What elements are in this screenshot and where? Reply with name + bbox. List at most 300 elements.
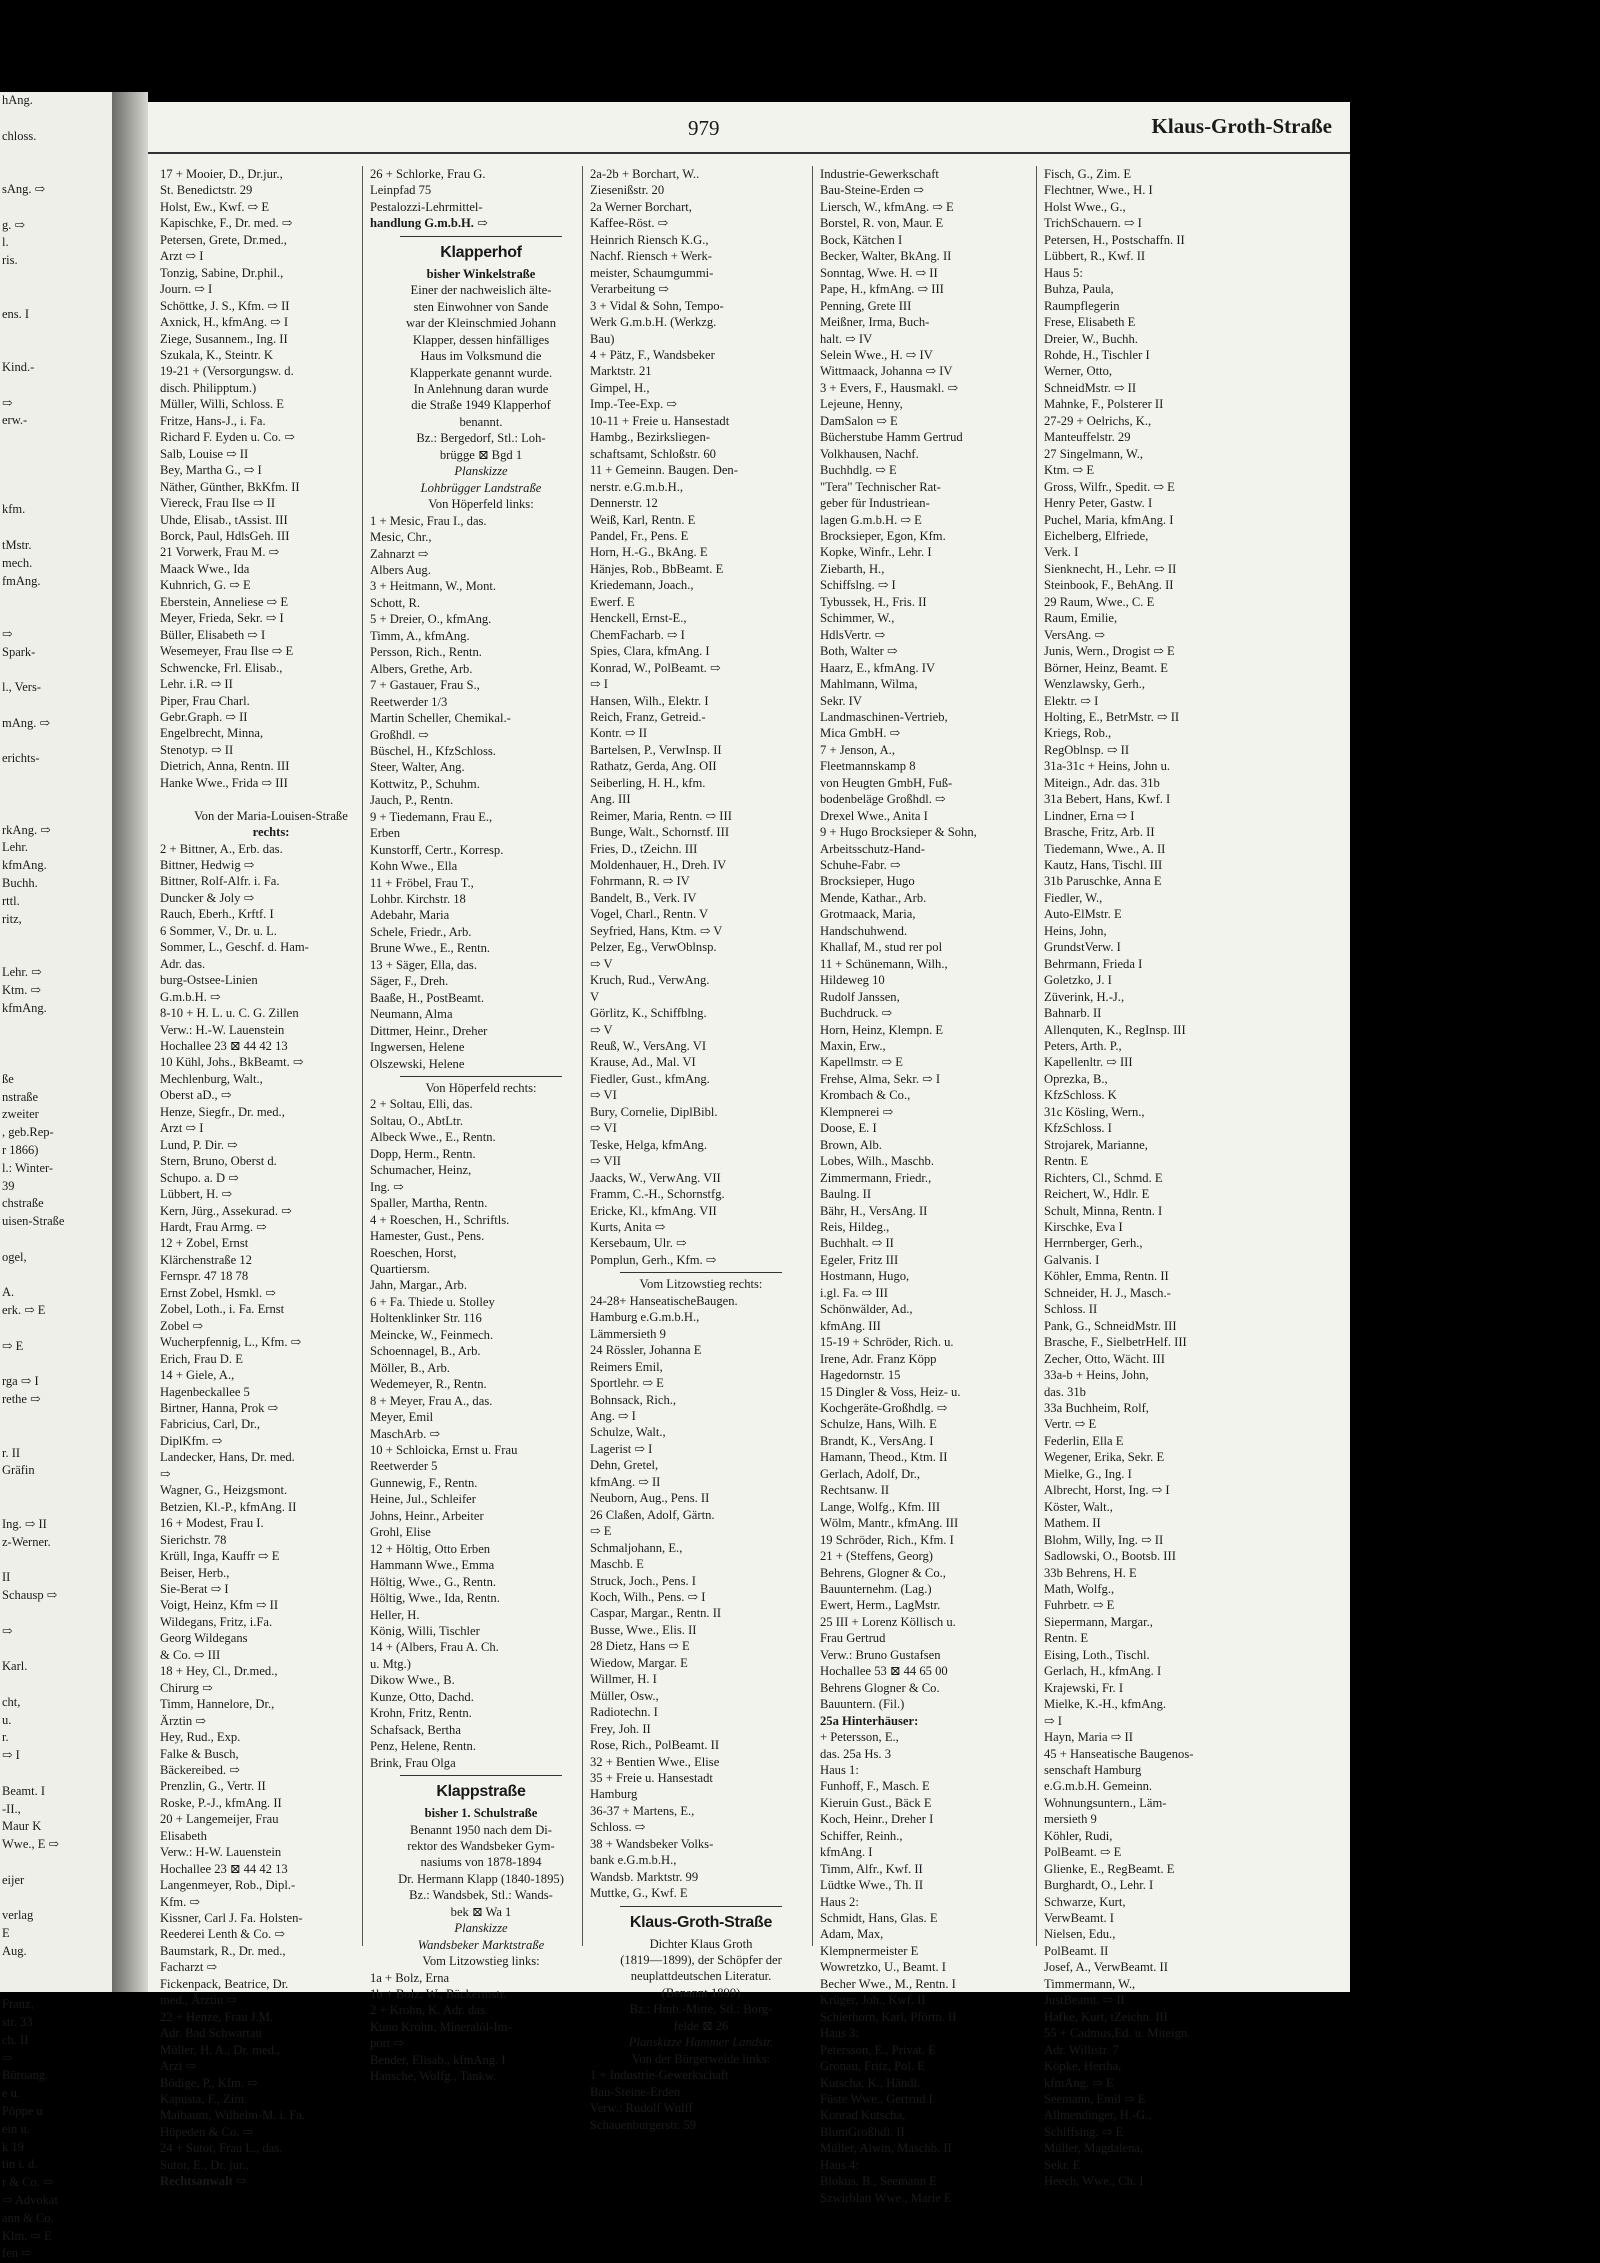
strip-line: erk. ⇨ E — [2, 1303, 46, 1318]
directory-entry: Zobel ⇨ — [160, 1318, 204, 1333]
directory-entry: Wohnungsuntern., Läm- — [1044, 1795, 1167, 1810]
street-note: Von Höperfeld rechts: — [425, 1081, 537, 1096]
directory-entry: Herrnberger, Gerh., — [1044, 1236, 1143, 1251]
strip-line: E — [2, 1926, 10, 1941]
directory-entry: Sienknecht, H., Lehr. ⇨ II — [1044, 561, 1177, 576]
directory-entry: Voigt, Heinz, Kfm ⇨ II — [160, 1598, 279, 1613]
directory-entry: 2 + Bittner, A., Erb. das. — [160, 841, 283, 856]
directory-entry: Albeck Wwe., E., Rentn. — [370, 1130, 496, 1145]
strip-line: eijer — [2, 1872, 25, 1887]
directory-entry: Fries, D., tZeichn. III — [590, 841, 698, 856]
directory-entry: Erich, Frau D. E — [160, 1351, 243, 1366]
directory-entry: Hamburg e.G.m.b.H., — [590, 1310, 700, 1325]
directory-entry: Chirurg ⇨ — [160, 1680, 213, 1695]
directory-entry: GrundstVerw. I — [1044, 940, 1121, 955]
directory-entry: Mahnke, F., Polsterer II — [1044, 397, 1164, 412]
directory-entry: Ewerf. E — [590, 594, 635, 609]
directory-entry: Baaße, H., PostBeamt. — [370, 990, 485, 1005]
strip-line: ⇨ Advokat — [2, 2193, 58, 2208]
directory-entry: Funhoff, F., Masch. E — [820, 1779, 930, 1794]
directory-entry: 24 Rössler, Johanna E — [590, 1343, 702, 1358]
directory-entry: kfmAng. ⇨ E — [1044, 2075, 1114, 2090]
directory-entry: Brocksieper, Egon, Kfm. — [820, 528, 946, 543]
directory-entry: Rechtsanw. II — [820, 1483, 890, 1498]
strip-line — [0, 608, 112, 626]
directory-entry: Kersebaum, Ulr. ⇨ — [590, 1236, 687, 1251]
directory-entry: Fuhrbetr. ⇨ E — [1044, 1598, 1115, 1613]
directory-entry: TrichSchauern. ⇨ I — [1044, 216, 1142, 231]
strip-line: Klm. ⇨ E — [2, 2228, 52, 2243]
directory-entry: Junis, Wern., Drogist ⇨ E — [1044, 644, 1175, 659]
directory-entry: Manteuffelstr. 29 — [1044, 430, 1131, 445]
directory-entry: Hostmann, Hugo, — [820, 1269, 910, 1284]
strip-line: Buchh. — [2, 876, 38, 891]
directory-entry: Dopp, Herm., Rentn. — [370, 1146, 476, 1161]
directory-entry: Nachf. Riensch + Werk- — [590, 249, 712, 264]
directory-entry: Pandel, Fr., Pens. E — [590, 528, 689, 543]
directory-entry: Schloss. II — [1044, 1302, 1098, 1317]
directory-entry: Kuno Krohn, Mineralöl-Im- — [370, 2019, 512, 2034]
directory-entry: 19-21 + (Versorgungsw. d. — [160, 364, 294, 379]
directory-entry: VerwBeamt. I — [1044, 1911, 1114, 1926]
directory-entry: 31a Bebert, Hans, Kwf. I — [1044, 792, 1171, 807]
column-3 — [590, 166, 812, 2132]
directory-entry: Werner, Otto, — [1044, 364, 1113, 379]
directory-entry: Penning, Grete III — [820, 298, 912, 313]
directory-entry: 2 + Soltau, Elli, das. — [370, 1097, 473, 1112]
directory-entry: Baulng. II — [820, 1187, 872, 1202]
directory-entry: Reichert, W., Hdlr. E — [1044, 1187, 1150, 1202]
directory-entry: Meyer, Emil — [370, 1410, 434, 1425]
directory-entry: Hansche, Wolfg., Tankw. — [370, 2069, 497, 2084]
directory-entry: Adebahr, Maria — [370, 908, 450, 923]
directory-entry: 26 Claßen, Adolf, Gärtn. — [590, 1507, 715, 1522]
directory-entry: Ing. ⇨ — [370, 1179, 404, 1194]
street-note: Einer der nachweislich älte- — [410, 283, 552, 298]
strip-line — [0, 768, 112, 786]
column-2 — [370, 166, 592, 2084]
strip-line: uisen-Straße — [2, 1214, 65, 1229]
directory-entry: Haarz, E., kfmAng. IV — [820, 660, 936, 675]
directory-entry: halt. ⇨ IV — [820, 331, 873, 346]
directory-entry: Journ. ⇨ I — [160, 282, 213, 297]
directory-entry: Henze, Siegfr., Dr. med., — [160, 1104, 285, 1119]
directory-entry: Wandsb. Marktstr. 99 — [590, 1869, 699, 1884]
directory-entry: Flechtner, Wwe., H. I — [1044, 183, 1153, 198]
directory-entry: Haus 5: — [1044, 265, 1083, 280]
directory-entry: schaftsamt, Schloßstr. 60 — [590, 446, 716, 461]
directory-entry: Sie-Berat ⇨ I — [160, 1581, 229, 1596]
directory-entry: Facharzt ⇨ — [160, 1960, 218, 1975]
directory-entry: Brune Wwe., E., Rentn. — [370, 941, 491, 956]
directory-entry: Steinbook, F., BehAng. II — [1044, 578, 1174, 593]
directory-entry: Lübbert, R., Kwf. II — [1044, 249, 1146, 264]
directory-entry: Bähr, H., VersAng. II — [820, 1203, 928, 1218]
directory-entry: Arzt ⇨ I — [160, 249, 204, 264]
directory-entry: Federlin, Ella E — [1044, 1433, 1124, 1448]
directory-entry: Rentn. E — [1044, 1631, 1089, 1646]
directory-entry: Schwencke, Frl. Elisab., — [160, 660, 283, 675]
directory-entry: Borstel, R. von, Maur. E — [820, 216, 944, 231]
directory-entry: VersAng. ⇨ — [1044, 627, 1105, 642]
strip-line — [0, 1765, 112, 1783]
directory-entry: Bunge, Walt., Schornstf. III — [590, 825, 730, 840]
strip-line — [0, 1409, 112, 1427]
strip-line — [0, 1053, 112, 1071]
strip-line: rttl. — [2, 893, 20, 908]
directory-entry: ⇨ V — [590, 956, 613, 971]
directory-entry: 14 + Giele, A., — [160, 1368, 235, 1383]
directory-entry: Klempnermeister E — [820, 1943, 919, 1958]
directory-entry: Kochgeräte-Großhdlg. ⇨ — [820, 1400, 948, 1415]
directory-entry: Auto-ElMstr. E — [1044, 907, 1122, 922]
directory-entry: Möller, B., Arb. — [370, 1360, 450, 1375]
directory-entry: Mahlmann, Wilma, — [820, 677, 918, 692]
directory-entry: Ktm. ⇨ E — [1044, 463, 1095, 478]
strip-line: chstraße — [2, 1196, 44, 1211]
directory-entry: burg-Ostsee-Linien — [160, 973, 258, 988]
strip-line: nstraße — [2, 1089, 39, 1104]
directory-entry: Krombach & Co., — [820, 1088, 911, 1103]
directory-entry: geber für Industriean- — [820, 496, 930, 511]
directory-entry: Kfm. ⇨ — [160, 1894, 200, 1909]
strip-line: l., Vers- — [2, 680, 42, 695]
strip-line: II — [2, 1570, 11, 1585]
strip-line: ritz, — [2, 911, 22, 926]
directory-entry: Lübbert, H. ⇨ — [160, 1187, 233, 1202]
directory-entry: Allmendinger, H.-G., — [1044, 2108, 1152, 2123]
strip-line — [0, 1961, 112, 1979]
directory-entry: ⇨ I — [590, 677, 608, 692]
strip-line — [0, 1605, 112, 1623]
directory-entry: Viereck, Frau Ilse ⇨ II — [160, 496, 276, 511]
directory-entry: 9 + Tiedemann, Frau E., — [370, 809, 493, 824]
directory-entry: Erben — [370, 826, 401, 841]
directory-entry: Schneider, H. J., Masch.- — [1044, 1285, 1171, 1300]
directory-entry: Zimmermann, Friedr., — [820, 1170, 932, 1185]
directory-entry: 28 Dietz, Hans ⇨ E — [590, 1639, 690, 1654]
directory-entry: 10-11 + Freie u. Hansestadt — [590, 413, 730, 428]
strip-line: A. — [2, 1285, 15, 1300]
section-rule — [400, 1775, 562, 1776]
directory-entry: Säger, F., Dreh. — [370, 974, 449, 989]
directory-entry: Bury, Cornelie, DiplBibl. — [590, 1104, 718, 1119]
strip-line — [0, 662, 112, 680]
directory-entry: Vertr. ⇨ E — [1044, 1417, 1097, 1432]
directory-entry: Rauch, Eberh., Krftf. I — [160, 907, 274, 922]
directory-entry: Schoennagel, B., Arb. — [370, 1344, 481, 1359]
directory-entry: Gronau, Fritz, Pol. E — [820, 2059, 925, 2074]
street-note: Planskizze — [454, 464, 508, 479]
directory-entry: Kieruin Gust., Bäck E — [820, 1795, 932, 1810]
strip-line — [0, 1889, 112, 1907]
directory-entry: Hambg., Bezirksliegen- — [590, 430, 710, 445]
directory-entry: Sekr. IV — [820, 693, 862, 708]
column-divider — [812, 166, 813, 1946]
directory-entry: Martin Scheller, Chemikal.- — [370, 711, 511, 726]
directory-entry: Ziebarth, H., — [820, 561, 885, 576]
directory-entry: 4 + Pätz, F., Wandsbeker — [590, 347, 715, 362]
directory-entry: Marktstr. 21 — [590, 364, 652, 379]
directory-entry: Kriedemann, Joach., — [590, 578, 694, 593]
directory-entry: Näther, Günther, BkKfm. II — [160, 479, 300, 494]
strip-line: ße — [2, 1071, 14, 1086]
directory-entry: Horn, Heinz, Klempn. E — [820, 1022, 944, 1037]
directory-entry: Schult, Minna, Rentn. I — [1044, 1203, 1163, 1218]
directory-entry: Reimers Emil, — [590, 1359, 663, 1374]
street-note: Vom Litzowstieg rechts: — [639, 1277, 763, 1292]
directory-entry: Sutor, E., Dr. jur., — [160, 2157, 249, 2172]
directory-entry: Büschel, H., KfzSchloss. — [370, 743, 496, 758]
directory-entry: nerstr. e.G.m.b.H., — [590, 479, 684, 494]
strip-line — [0, 163, 112, 181]
directory-entry: Holting, E., BetrMstr. ⇨ II — [1044, 709, 1180, 724]
directory-entry: Haus 2: — [820, 1894, 859, 1909]
directory-entry: Verw.: Bruno Gustafsen — [820, 1647, 941, 1662]
directory-entry: Schloss. ⇨ — [590, 1820, 646, 1835]
directory-entry: Schöttke, J. S., Kfm. ⇨ II — [160, 298, 290, 313]
directory-entry: Albrecht, Horst, Ing. ⇨ I — [1044, 1483, 1170, 1498]
strip-line: tin i. d. — [2, 2157, 38, 2172]
directory-entry: 35 + Freie u. Hansestadt — [590, 1770, 713, 1785]
directory-entry: Müller, H. A., Dr. med., — [160, 2042, 281, 2057]
strip-line — [0, 946, 112, 964]
directory-entry: 36-37 + Martens, E., — [590, 1803, 695, 1818]
directory-entry: Lejeune, Henny, — [820, 397, 903, 412]
strip-line — [0, 1356, 112, 1374]
column-1 — [160, 166, 382, 2189]
directory-entry: 31c Kösling, Wern., — [1044, 1104, 1145, 1119]
directory-entry: Blokus, B., Seemann E — [820, 2174, 937, 2189]
directory-entry: 13 + Säger, Ella, das. — [370, 957, 477, 972]
directory-entry: Schuhe-Fabr. ⇨ — [820, 858, 901, 873]
directory-entry: Langenmeyer, Rob., Dipl.- — [160, 1878, 296, 1893]
directory-entry: Holtenklinker Str. 116 — [370, 1311, 482, 1326]
directory-entry: Krajewski, Fr. I — [1044, 1680, 1124, 1695]
column-4 — [820, 166, 1042, 2205]
street-note: Lohbrügger Landstraße — [420, 480, 542, 495]
directory-entry: Burghardt, O., Lehr. I — [1044, 1878, 1154, 1893]
directory-entry: Koch, Heinr., Dreher I — [820, 1812, 934, 1827]
directory-entry: Ziesenißstr. 20 — [590, 183, 665, 198]
directory-entry: Puchel, Maria, kfmAng. I — [1044, 512, 1174, 527]
strip-line: cht, — [2, 1694, 21, 1709]
directory-entry: Vogel, Charl., Rentn. V — [590, 907, 709, 922]
directory-entry: 38 + Wandsbeker Volks- — [590, 1836, 714, 1851]
directory-entry: Hagedornstr. 15 — [820, 1368, 901, 1383]
directory-entry: Sportlehr. ⇨ E — [590, 1376, 664, 1391]
directory-entry: Reimer, Maria, Rentn. ⇨ III — [590, 808, 732, 823]
directory-entry: Josef, A., VerwBeamt. II — [1044, 1960, 1168, 1975]
directory-entry: 1b + Bolz, W., Bäckermstr. — [370, 1987, 507, 2002]
directory-entry: das. 31b — [1044, 1384, 1086, 1399]
directory-entry: Hochallee 53 ⊠ 44 65 00 — [820, 1664, 948, 1679]
directory-entry: JustBeamt. ⇨ II — [1044, 1993, 1125, 2008]
directory-entry: Glienke, E., RegBeamt. E — [1044, 1861, 1175, 1876]
directory-entry: Becher Wwe., M., Rentn. I — [820, 1976, 956, 1991]
street-note: Klapper, dessen hinfälliges — [412, 332, 550, 347]
directory-entry: Hammann Wwe., Emma — [370, 1558, 495, 1573]
directory-entry: Handschuhwend. — [820, 923, 908, 938]
directory-entry: Borck, Paul, HdlsGeh. III — [160, 528, 290, 543]
directory-entry: Grotmaack, Maria, — [820, 907, 916, 922]
directory-entry: Pank, G., SchneidMstr. III — [1044, 1318, 1177, 1333]
directory-entry: Verw.: Rudolf Wulff — [590, 2101, 693, 2116]
strip-line: , geb.Rep- — [2, 1125, 54, 1140]
directory-entry: Kissner, Carl J. Fa. Holsten- — [160, 1911, 303, 1926]
strip-line: rga ⇨ I — [2, 1374, 39, 1389]
strip-line: -II., — [2, 1801, 21, 1816]
directory-entry: Heins, John, — [1044, 923, 1107, 938]
directory-entry: Persson, Rich., Rentn. — [370, 645, 482, 660]
directory-entry: Rohde, H., Tischler I — [1044, 347, 1150, 362]
directory-entry: Quartiersm. — [370, 1262, 430, 1276]
directory-entry: 1a + Bolz, Erna — [370, 1970, 450, 1985]
directory-entry: Krohn, Fritz, Rentn. — [370, 1706, 472, 1721]
directory-entry: Irene, Adr. Franz Köpp — [820, 1351, 937, 1366]
directory-entry: 18 + Hey, Cl., Dr.med., — [160, 1664, 278, 1679]
directory-entry: bank e.G.m.b.H., — [590, 1853, 677, 1868]
directory-entry: Pestalozzi-Lehrmittel- — [370, 199, 483, 214]
street-note: rektor des Wandsbeker Gym- — [407, 1838, 555, 1853]
strip-line — [0, 590, 112, 608]
directory-entry: PolBeamt. ⇨ E — [1044, 1845, 1122, 1860]
directory-entry: Allenquten, K., RegInsp. III — [1044, 1022, 1186, 1037]
street-note: Von der Maria-Louisen-Straße — [194, 808, 348, 823]
directory-entry: Dreier, W., Buchh. — [1044, 331, 1138, 346]
directory-entry: 15 Dingler & Voss, Heiz- u. — [820, 1384, 961, 1399]
directory-entry: Lobes, Wilh., Maschb. — [820, 1154, 934, 1169]
strip-line — [0, 1676, 112, 1694]
directory-entry: G.m.b.H. ⇨ — [160, 989, 221, 1004]
directory-entry: Buhza, Paula, — [1044, 282, 1114, 297]
strip-line — [0, 1231, 112, 1249]
directory-entry: Peters, Arth. P., — [1044, 1039, 1122, 1054]
strip-line: ein u. — [2, 2121, 30, 2136]
directory-entry: Raum, Emilie, — [1044, 611, 1118, 626]
street-heading: Klappstraße — [436, 1783, 526, 1801]
strip-line: fmAng. — [2, 573, 41, 588]
strip-line — [0, 110, 112, 128]
directory-entry: Köster, Walt., — [1044, 1499, 1113, 1514]
strip-line: l. — [2, 235, 9, 250]
directory-entry: Grohl, Elise — [370, 1525, 431, 1540]
directory-entry: Nielsen, Edu., — [1044, 1927, 1116, 1942]
directory-entry: Volkhausen, Nachf. — [820, 446, 919, 461]
strip-line: chloss. — [2, 128, 37, 143]
directory-entry: Brown, Alb. — [820, 1137, 882, 1152]
directory-entry: Lindner, Erna ⇨ I — [1044, 808, 1135, 823]
directory-entry: Lange, Wolfg., Kfm. III — [820, 1499, 941, 1514]
street-note: Bz.: Hmb.-Mitte, Stl.: Borg- — [629, 2002, 773, 2017]
directory-entry: Meißner, Irma, Buch- — [820, 315, 930, 330]
directory-entry: Teske, Helga, kfmAng. — [590, 1137, 707, 1152]
strip-line: mAng. ⇨ — [2, 715, 50, 730]
directory-entry: Kautz, Hans, Tischl. III — [1044, 858, 1163, 873]
directory-entry: ChemFacharb. ⇨ I — [590, 627, 685, 642]
directory-entry: Elisabeth — [160, 1828, 207, 1843]
directory-entry: Kunze, Otto, Dachd. — [370, 1689, 474, 1704]
directory-entry: Müller, Willi, Schloss. E — [160, 397, 284, 412]
page-number: 979 — [688, 116, 720, 140]
directory-entry: Seyfried, Hans, Ktm. ⇨ V — [590, 923, 723, 938]
directory-entry: 33b Behrens, H. E — [1044, 1565, 1137, 1580]
strip-line: 39 — [2, 1178, 15, 1193]
directory-entry: Rathatz, Gerda, Ang. OII — [590, 759, 717, 774]
street-note: benannt. — [459, 414, 503, 429]
directory-entry: Zecher, Otto, Wächt. III — [1044, 1351, 1165, 1366]
directory-entry: Haus 4: — [820, 2157, 859, 2172]
strip-line: Wwe., E ⇨ — [2, 1837, 59, 1852]
section-rule — [400, 236, 562, 237]
directory-entry: Hardt, Frau Armg. ⇨ — [160, 1220, 267, 1234]
directory-entry: Hüpeden & Co. ⇨ — [160, 2124, 254, 2139]
strip-line: ⇨ — [2, 395, 13, 410]
directory-entry: Seemann, Emil ⇨ E — [1044, 2092, 1146, 2107]
directory-entry: Hayn, Maria ⇨ II — [1044, 1730, 1133, 1745]
directory-entry: Bartelsen, P., VerwInsp. II — [590, 742, 722, 757]
directory-entry: Raumpflegerin — [1044, 298, 1120, 313]
directory-entry: Mesic, Chr., — [370, 530, 432, 545]
directory-entry: Dehn, Gretel, — [590, 1458, 659, 1473]
directory-entry: Kapellenltr. ⇨ III — [1044, 1055, 1133, 1070]
strip-line — [0, 199, 112, 217]
directory-entry: Konrad, W., PolBeamt. ⇨ — [590, 660, 721, 675]
directory-entry: Kapellmstr. ⇨ E — [820, 1055, 903, 1070]
street-note: Benannt 1950 nach dem Di- — [410, 1822, 552, 1837]
directory-entry: Müller, Alwin, Maschb. II — [820, 2141, 952, 2156]
street-note: Bz.: Bergedorf, Stl.: Loh- — [416, 431, 546, 446]
directory-entry: von Heugten GmbH, Fuß- — [820, 775, 953, 790]
directory-entry: Kapischke, F., Dr. med. ⇨ — [160, 216, 293, 231]
strip-line: zweiter — [2, 1107, 39, 1122]
directory-entry: Hamann, Theod., Ktm. II — [820, 1450, 948, 1465]
directory-entry: Dietrich, Anna, Rentn. III — [160, 759, 290, 774]
directory-entry: Werk G.m.b.H. (Werkzg. — [590, 315, 717, 330]
directory-entry: BlumGroßhdl. II — [820, 2124, 905, 2139]
strip-line: erw.- — [2, 413, 28, 428]
directory-entry: Roske, P.-J., kfmAng. II — [160, 1795, 282, 1810]
directory-entry: Math, Wolfg., — [1044, 1581, 1115, 1596]
directory-entry: 10 + Schloicka, Ernst u. Frau — [370, 1442, 518, 1457]
directory-entry: ⇨ E — [590, 1524, 612, 1539]
directory-entry: 8 + Meyer, Frau A., das. — [370, 1393, 493, 1408]
directory-entry: 6 + Fa. Thiede u. Stolley — [370, 1294, 495, 1309]
directory-entry: Albers, Grethe, Arb. — [370, 661, 473, 676]
directory-entry: Rudolf Janssen, — [820, 989, 900, 1004]
strip-line: erichts- — [2, 751, 40, 766]
directory-entry: Rechtsanwalt ⇨ — [160, 2174, 247, 2189]
directory-entry: Kaffee-Röst. ⇨ — [590, 216, 669, 231]
street-heading: Klapperhof — [440, 243, 522, 261]
directory-entry: Ingwersen, Helene — [370, 1040, 465, 1055]
directory-entry: Hagenbeckallee 5 — [160, 1384, 250, 1399]
strip-line: k 19 — [2, 2139, 24, 2154]
directory-entry: 24-28+ HanseatischeBaugen. — [590, 1293, 738, 1308]
directory-entry: 15-19 + Schröder, Rich. u. — [820, 1335, 954, 1350]
directory-entry: Wagner, G., Heizgsmont. — [160, 1483, 288, 1498]
directory-entry: Reederei Lenth & Co. ⇨ — [160, 1927, 285, 1942]
directory-entry: Sommer, L., Geschf. d. Ham- — [160, 940, 309, 955]
directory-entry: Caspar, Margar., Rentn. II — [590, 1606, 722, 1621]
directory-entry: Steer, Walter, Ang. — [370, 760, 465, 775]
street-note: Klapperkate genannt wurde. — [409, 365, 553, 380]
strip-line: Gräfin — [2, 1463, 35, 1478]
directory-entry: Müller, Magdalena, — [1044, 2141, 1144, 2156]
directory-entry: Reetwerder 1/3 — [370, 694, 448, 709]
directory-entry: Schierhorn, Karl, Pförtn. II — [820, 2009, 957, 2024]
directory-entry: ⇨ VII — [590, 1154, 621, 1169]
